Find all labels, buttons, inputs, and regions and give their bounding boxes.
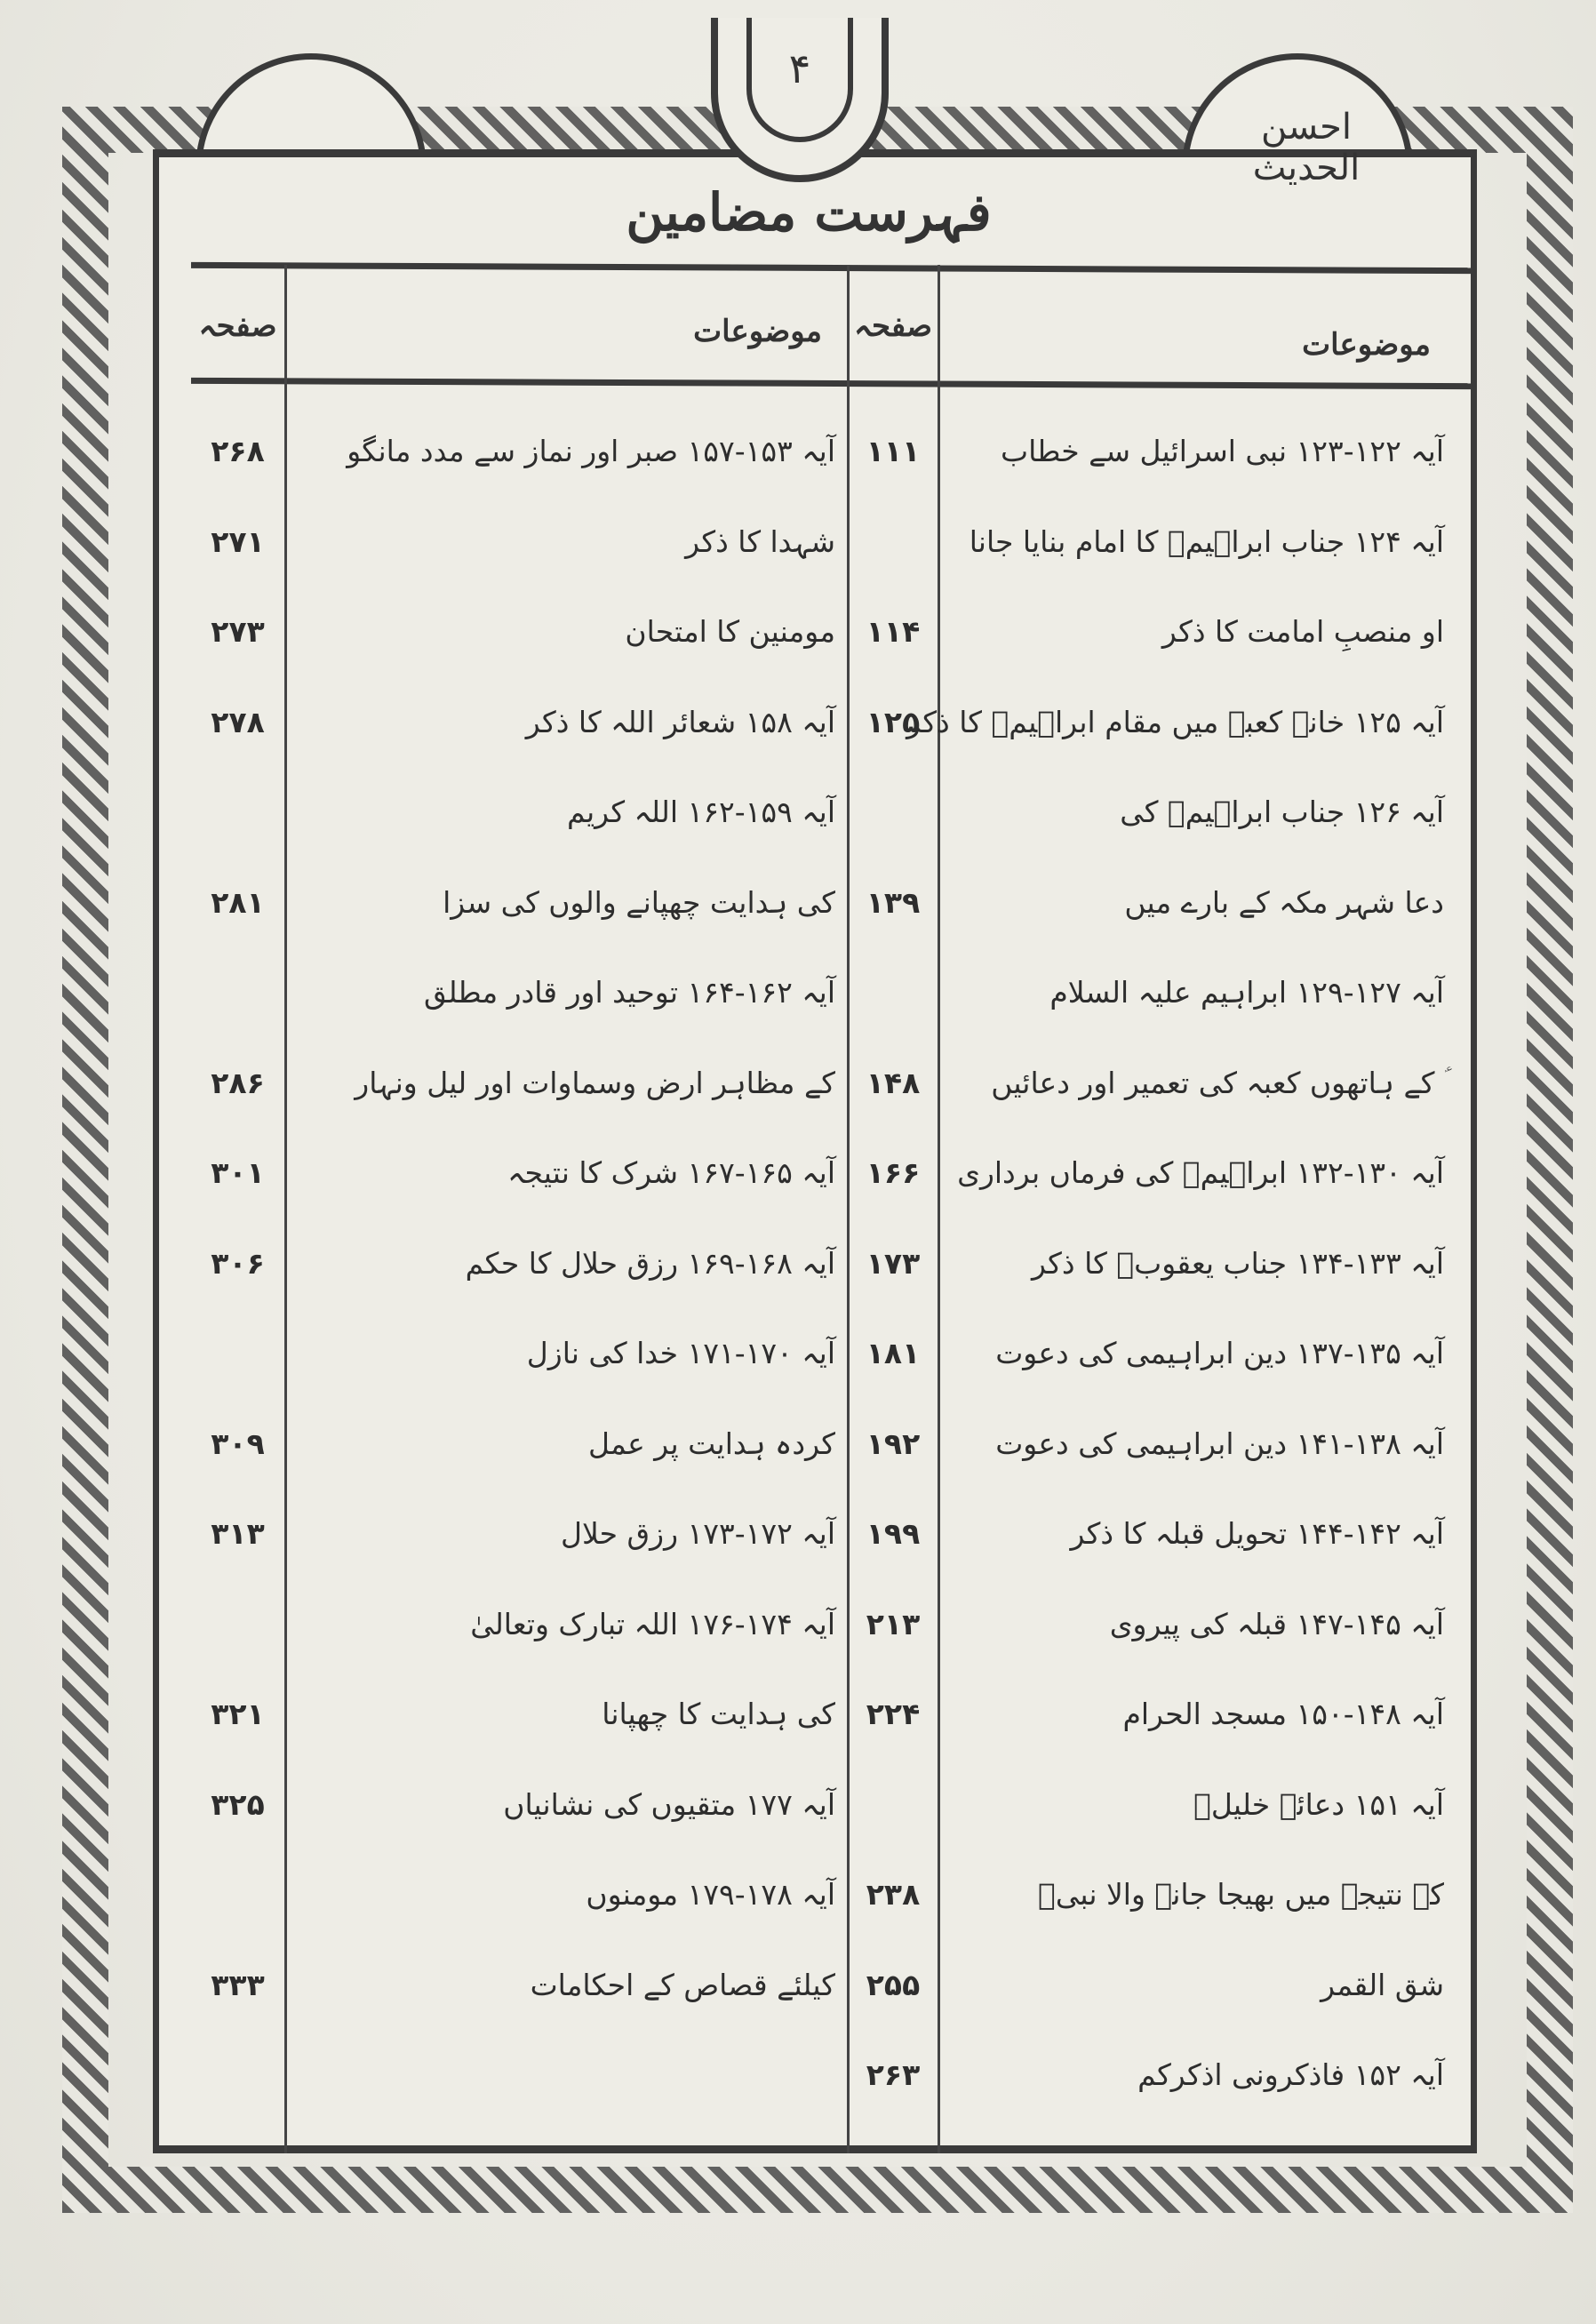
column-header-page-right: صفحہ [854,308,932,344]
toc-entry-topic: آیہ ۱۲۵ خانہ کعبہ میں مقام ابراہیمؑ کا ذکر [906,704,1444,739]
toc-entry-page: ۳۰۶ [211,1245,265,1281]
table-row [191,1593,1471,1656]
toc-entry-topic: کے مظاہر ارض وسماوات اور لیل ونہار [355,1065,835,1100]
table-row [191,962,1471,1024]
toc-entry-topic: آیہ ۱۷۲-۱۷۳ رزق حلال [560,1516,835,1551]
toc-entry-page [849,962,938,1024]
toc-entry-topic: آیہ ۱۵۸ شعائر اللہ کا ذکر [525,704,835,739]
toc-entry-page: ۱۶۶ [866,1155,921,1190]
toc-entry-page: ۱۱۴ [866,614,921,649]
toc-entry-topic: آیہ ۱۳۸-۱۴۱ دین ابراہیمی کی دعوت [995,1426,1444,1461]
toc-entry-topic: آیہ ۱۴۸-۱۵۰ مسجد الحرام [1122,1697,1444,1731]
toc-entry-page [191,962,284,1024]
toc-entry-page: ۳۰۹ [211,1426,265,1461]
toc-entry-page: ۲۸۶ [211,1065,265,1100]
toc-entry-page [849,781,938,843]
column-header-topics-right: موضوعات [1302,327,1431,363]
toc-entry-topic: آیہ ۱۵۱ دعائے خلیلؑ [1193,1786,1444,1822]
table-row [191,1503,1471,1565]
table-row [191,511,1471,573]
toc-entry-page: ۳۱۳ [211,1516,265,1551]
toc-entry-page: ۱۸۱ [866,1336,921,1370]
toc-entry-topic: آیہ ۱۲۲-۱۲۳ نبی اسرائیل سے خطاب [1001,434,1444,468]
toc-entry-topic: آیہ ۱۷۷ متقیوں کی نشانیاں [503,1786,835,1822]
toc-entry-topic: آیہ ۱۳۵-۱۳۷ دین ابراہیمی کی دعوت [995,1336,1444,1370]
toc-entry-page [191,1322,284,1385]
toc-entry-page [191,1593,284,1656]
toc-entry-page: ۲۸۱ [211,884,265,920]
toc-entry-page: ۱۹۹ [866,1516,921,1551]
toc-entry-topic: شق القمر [1321,1967,1444,2002]
toc-entry-page [191,781,284,843]
toc-entry-page: ۲۷۳ [211,614,265,649]
toc-entry-topic: آیہ ۱۵۳-۱۵۷ صبر اور نماز سے مدد مانگو [347,434,835,468]
table-header-rule [191,378,1471,389]
table-row [191,1322,1471,1385]
toc-entry-topic: آیہ ۱۲۷-۱۲۹ ابراہیم علیہ السلام [1049,975,1444,1010]
toc-entry-page: ۱۴۸ [866,1065,921,1100]
toc-entry-topic: آیہ ۱۷۴-۱۷۶ اللہ تبارک وتعالیٰ [470,1606,835,1641]
toc-entry-page: ۳۲۱ [211,1697,265,1731]
table-row [191,2044,1471,2106]
toc-entry-page: ۲۳۸ [866,1877,921,1912]
toc-entry-topic: آیہ ۱۲۶ جناب ابراہیمؑ کی [1120,795,1444,829]
page-number: ۴ [788,44,811,92]
toc-entry-page [191,2044,284,2106]
table-row [191,1774,1471,1836]
toc-entry-topic: کردہ ہدایت پر عمل [588,1426,835,1461]
table-row [191,1413,1471,1475]
toc-entry-page: ۲۱۳ [866,1606,921,1641]
toc-entry-topic: آیہ ۱۵۹-۱۶۲ اللہ کریم [566,795,835,829]
toc-entry-page: ۲۵۵ [866,1967,921,2002]
toc-entry-topic: آیہ ۱۴۲-۱۴۴ تحویل قبلہ کا ذکر [1070,1516,1444,1551]
toc-entry-page: ۳۰۱ [211,1155,265,1190]
toc-entry-topic: آیہ ۱۲۴ جناب ابراہیمؑ کا امام بنایا جانا [969,523,1444,559]
toc-entry-page: ۱۳۹ [866,884,921,920]
page-title: فہرست مضامین [626,182,992,243]
table-row [191,1052,1471,1114]
toc-entry-topic: آیہ ۱۶۲-۱۶۴ توحید اور قادر مطلق [423,975,835,1010]
toc-entry-page: ۲۷۸ [211,704,265,739]
toc-entry-page: ۱۱۱ [866,434,921,468]
table-row [191,1683,1471,1745]
toc-entry-topic: آیہ ۱۳۳-۱۳۴ جناب یعقوبؑ کا ذکر [1031,1245,1444,1281]
toc-entry-page: ۲۲۴ [866,1697,921,1731]
toc-entry-page [191,1864,284,1926]
toc-entry-topic [293,2044,835,2106]
table-row [191,1864,1471,1926]
toc-entry-page: ۱۹۲ [866,1426,921,1461]
toc-entry-page [849,1774,938,1836]
toc-entry-topic: کی ہدایت کا چھپانا [602,1697,835,1731]
toc-entry-topic: ؑ کے ہاتھوں کعبہ کی تعمیر اور دعائیں [991,1065,1444,1100]
toc-entry-topic: دعا شہر مکہ کے بارے میں [1124,884,1444,920]
toc-entry-page: ۲۶۸ [211,434,265,468]
toc-entry-topic: کی ہدایت چھپانے والوں کی سزا [443,884,835,920]
toc-entry-topic: آیہ ۱۶۸-۱۶۹ رزق حلال کا حکم [465,1245,835,1281]
toc-entry-page: ۱۷۳ [866,1245,921,1281]
toc-entry-topic: آیہ ۱۶۵-۱۶۷ شرک کا نتیجہ [507,1155,835,1190]
running-title: احسن الحدیث [1252,107,1361,188]
table-row [191,691,1471,754]
column-header-page-left: صفحہ [198,308,277,344]
table-row [191,601,1471,663]
toc-entry-topic: آیہ ۱۷۰-۱۷۱ خدا کی نازل [526,1336,835,1370]
table-row [191,781,1471,843]
toc-entry-page: ۲۶۳ [866,2057,921,2092]
table-row [191,872,1471,934]
toc-entry-page: ۱۲۵ [866,704,921,739]
toc-entry-topic: کے نتیجہ میں بھیجا جانے والا نبیؐ [1038,1877,1444,1912]
table-row [191,420,1471,483]
toc-entry-topic: شہدا کا ذکر [685,523,835,559]
table-row [191,1142,1471,1204]
toc-entry-page: ۲۷۱ [211,523,265,559]
toc-entry-topic: آیہ ۱۴۵-۱۴۷ قبلہ کی پیروی [1109,1606,1444,1641]
toc-entry-page [849,511,938,573]
table-row [191,1233,1471,1295]
toc-entry-topic: او منصبِ امامت کا ذکر [1161,614,1444,649]
toc-entry-topic: کیلئے قصاص کے احکامات [530,1967,835,2002]
toc-entry-topic: آیہ ۱۵۲ فاذکرونی اذکرکم [1137,2057,1444,2092]
toc-entry-page: ۳۲۵ [211,1786,265,1822]
column-header-topics-left: موضوعات [693,314,822,349]
toc-table [191,265,1471,2153]
toc-entry-topic: مومنین کا امتحان [625,614,835,649]
toc-entry-page: ۳۳۳ [211,1967,265,2002]
table-row [191,1954,1471,2017]
toc-entry-topic: آیہ ۱۳۰-۱۳۲ ابراہیمؑ کی فرماں برداری [957,1155,1444,1190]
toc-entry-topic: آیہ ۱۷۸-۱۷۹ مومنوں [586,1877,835,1912]
